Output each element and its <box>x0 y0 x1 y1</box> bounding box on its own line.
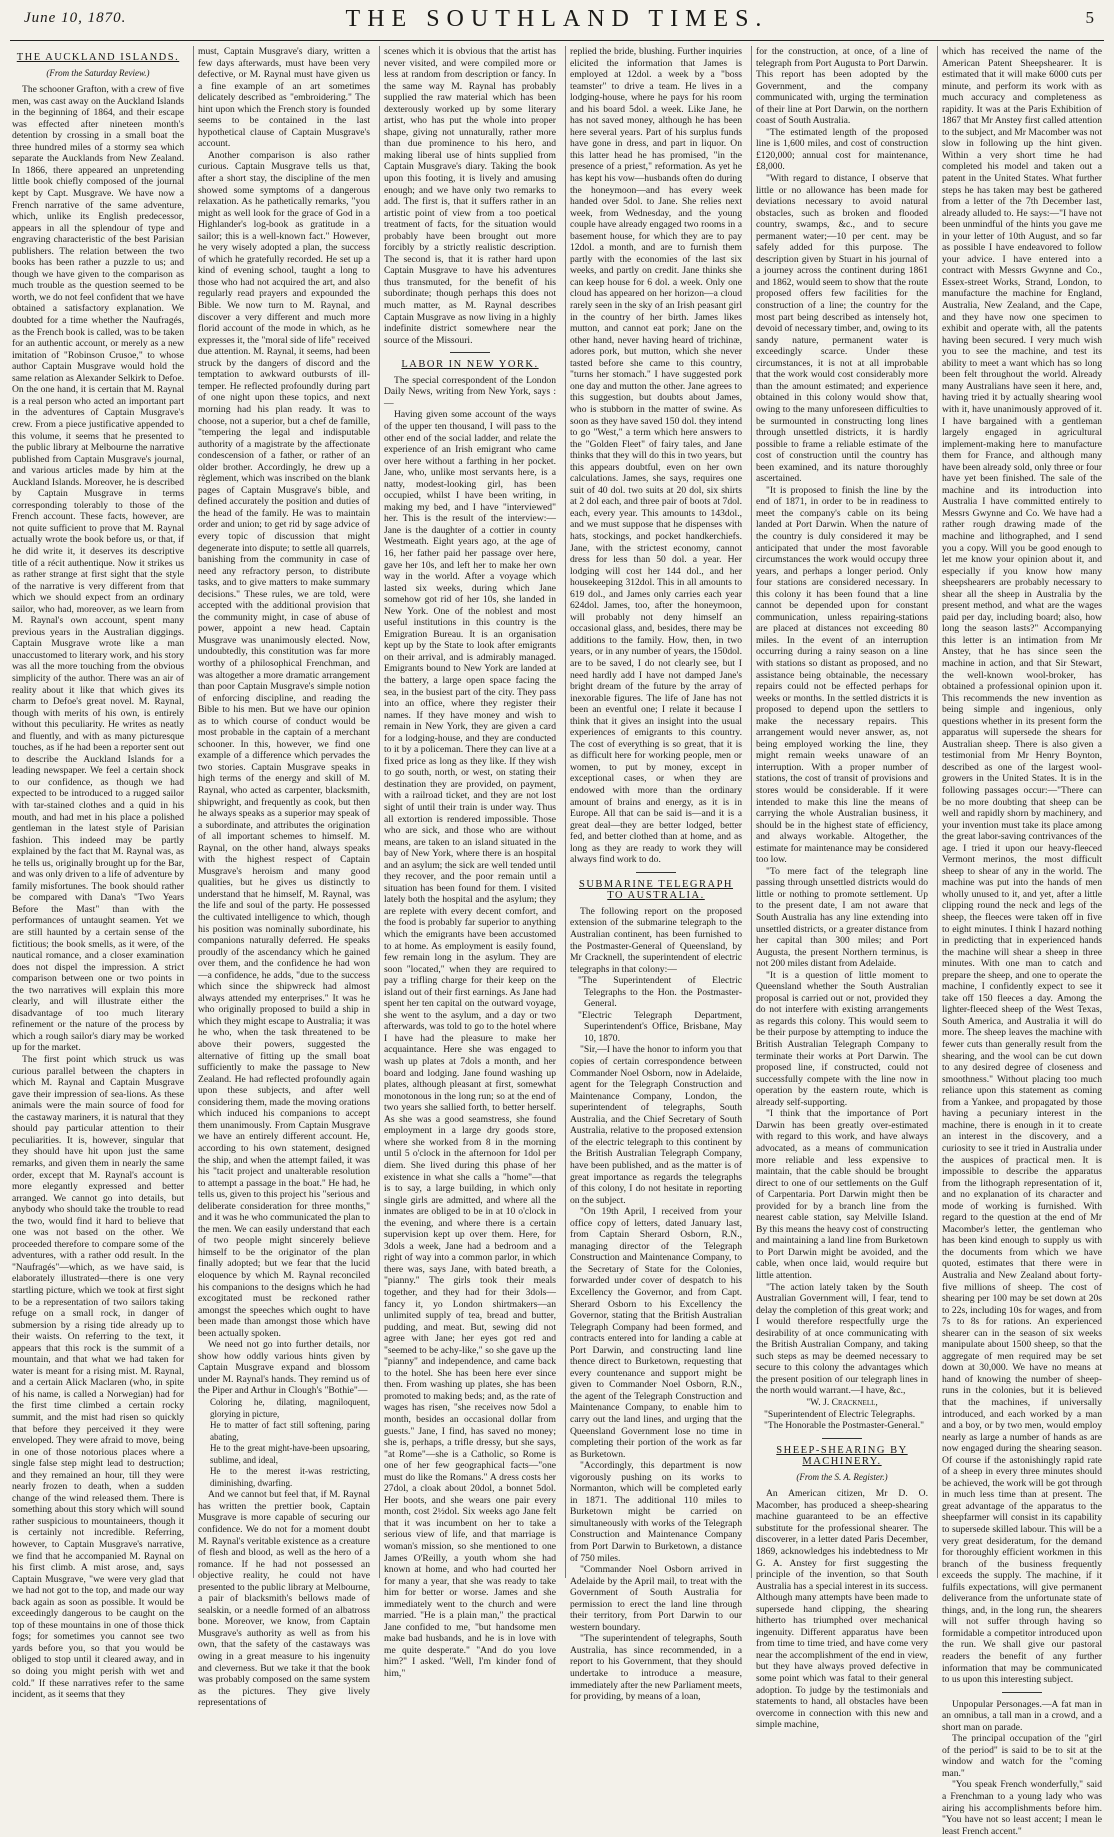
column-3 <box>384 46 556 1680</box>
verse-line: Coloring he, dilating, magniloquent, glorying in picture, <box>210 1396 370 1419</box>
article-paragraph: Another comparison is also rather curious. Captain Musgrave tells us that, after a short stay, the discipline of the men showed some symptoms of a dangerous relaxation. As he pathetically remarks, "you might as well look for the grace of God in a Highlander's log-book as gratitude in a sailor; this is a well-known fact." However, he very wisely adopted a plan, the success of which he gratefully recorded. He set up a kind of evening school, taught a long to those who had not acquired the art, and also regularly read prayers and expounded the Bible. We now turn to M. Raynal, and discover a very different and much more florid account of the mode in which, as he expresses it, the "moral side of life" received due attention. M. Raynal, it seems, had been struck by the dangers of discord and the temptation to awkward outbursts of ill-temper. He reflected profoundly during part of one night upon these topics, and next morning had his plan ready. It was to choose, not a superior, but a chef de famille, "tempering the legal and indisputable authority of a magistrate by the affectionate condescension of a father, or rather of an older brother. Accordingly, he drew up a règlement, which was inscribed on the blank pages of Captain Musgrave's bible, and defined accurately the position and duties of the head of the family. He was to maintain order and union; to get rid by sage advice of every topic of discussion that might degenerate into dispute; to settle all quarrels, banishing from the community in case of need any refractory person, to distribute tasks, and to give matters to make summary decisions." These rules, we are told, were accepted with the additional provision that the community might, in case of abuse of power, appoint a new head. Captain Musgrave was unanimously elected. Now, undoubtedly, this constitution was far more worthy of a philosophical Frenchman, and was altogether a more dramatic arrangement than poor Captain Musgrave's simple notion of enforcing discipline, and reading the Bible to his men. But we have our opinion as to which course of conduct would be most probable in the captain of a merchant schooner. In this, however, we find one example of a difference which pervades the two stories. Captain Musgrave speaks in high terms of the energy and skill of M. Raynal, who acted as carpenter, blacksmith, shipwright, and frequently as cook, but then he always speaks as a superior may speak of a subordinate, and attributes the origination of all important schemes to himself. M. Raynal, on the other hand, always speaks with the highest respect of Captain Musgrave's heroism and many good qualities, but he gives us distinctly to understand that he himself, M. Raynal, was the life and soul of the party. He possessed the cultivated intelligence to which, though his position was nominally subordinate, his companions naturally deferred. He speaks proudly of the ascendancy which he gained over them, and the confidence he had won—a confidence, he adds, "due to the success which since the shipwreck had almost always attended my enterprises." It was he who originally proposed to build a ship in which they might escape to Australia; it was he who, when the task threatened to be above their powers, suggested the alternative of fitting up the small boat sufficiently to make the passage to New Zealand. He had reflected profoundly again upon these subjects, and after well considering them, made the moving orations which induced his companions to accept them unanimously. From Captain Musgrave we have an entirely different account. He, according to his own statement, designed the ship, and when the attempt failed, it was his "tacit project and unalterable resolution to attempt a passage in the boat." He had, he tells us, given to this project his "serious and deliberate consideration for three months," and it was he who communicated the plan to the men. We can easily understand that each of two people might sincerely believe himself to be the originator of the plan finally adopted; but we fear that the lucid eloquence by which M. Raynal reconciled his companions to the designs which he had excogitated must be reckoned rather amongst the speeches which ought to have been made than amongst those which have been actually spoken. <box>198 149 370 1339</box>
article-paragraph: The special correspondent of the London Daily News, writing from New York, says :— <box>384 374 556 409</box>
column-5 <box>756 46 928 1731</box>
article-paragraph: We need not go into further details, nor show how oddly various hints given by Captain Musgrave expand and blossom under M. Raynal's hands. They remind us of the Piper and Arthur in Clough's "Bothie"— <box>198 1339 370 1397</box>
masthead-rule <box>10 40 1104 41</box>
column-divider <box>937 46 938 1578</box>
signature-title: "Superintendent of Electric Telegraphs. <box>764 1408 916 1420</box>
column-divider <box>751 46 752 1578</box>
signature-title: "The Honorable the Postmaster-General." <box>764 1420 925 1432</box>
article-paragraph: which has received the name of the American Patent Sheepshearer. It is estimated that it will make 6000 cuts per minute, and perform its work with as much accuracy and completeness as rapidity. It was at the Paris Exhibition of 1867 that Mr Anstey first called attention to the subject, and Mr Macomber was not slow in following up the hint given. Within a very short time he had completed his model and taken out a patent in the United States. What further steps he has taken may best be gathered from a letter of the 7th December last, already alluded to. He says:—"I have not been unmindful of the hints you gave me in your letter of 10th August, and so far as possible I have endeavored to follow your advice. I have entered into a contract with Messrs Gwynne and Co., Essex-street Works, Strand, London, to manufacture the machine for England, Australia, New Zealand, and the Cape, and they have now one specimen to exhibit and operate with, all the patents having been secured. I very much wish you to see the machine, and test its ability to meet a want which has so long been felt throughout the world. Already many Australians have seen it here, and, having tried it by actually shearing wool with it, have unanimously approved of it. I have bargained with a gentleman largely engaged in agricultural implement-making here to manufacture them for France, and although many have been already sold, only three or four have yet been finished. The sale of the machine and its introduction into Australia I have committed entirely to Messrs Gwynne and Co. We have had a rather rough drawing made of the machine and lithographed, and I send you a copy. Will you be good enough to let me know your opinion about it, and especially if you know how many sheepshearers are probably necessary to shear all the sheep in Australia by the present method, and what are the wages paid per day, including board; also, how long the season lasts?" Accompanying this letter is an intimation from Mr Anstey, that he has since seen the machine in action, and that Sir Stewart, the well-known wool-broker, has obtained a professional opinion upon it. This recommends the new invention as being simple and ingenious, only questions whether in its present form the apparatus will supersede the shears for Australian sheep. There is also given a testimonial from Mr Henry Boynton, described as one of the largest wool-growers in the United States. It is in the following passages occur:—"There can be no more doubting that sheep can be well and rapidly shorn by machinery, and your invention must take its place among the great labor-saving contrivances of the age. I tried it upon our heavy-fleeced Vermont merinos, the most difficult sheep to shear of any in the world. The machine was put into the hands of men wholly unused to it, and yet, after a little clipping round the neck and legs of the sheep, the fleeces were taken off in five to eight minutes. I think I hazard nothing in predicting that in experienced hands the machine will shear a sheep in three minutes. With one man to catch and prepare the sheep, and one to operate the machine, I confidently expect to see it take off 150 fleeces a day. Among the lighter-fleeced sheep of the West Texas, South America, and Australia it will do more. The sheep leaves the machine with fewer cuts than generally result from the shearing, and the wool can be cut down to any desired degree of closeness and smoothness." Without placing too much reliance upon this statement as coming from a Yankee, and propagated by those having a pecuniary interest in the machine, there is enough in it to create an interest in the discovery, and a curiosity to see it tried in Australia under the auspices of practical men. It is impossible to describe the apparatus from the lithograph representation of it, and no explanation of its character and mode of working is furnished. With regard to the question at the end of Mr Macomber's letter, the gentleman who has been kind enough to supply us with the documents from which we have quoted, estimates that there were in Australia and New Zealand about forty-five millions of sheep. The cost of shearing per 100 may be set down at 20s to 22s, including 10s for wages, and from 7s to 8s for rations. An experienced shearer can in the season of six weeks manipulate about 1500 sheep, so that the aggregate of men required may be set down at 30,000. We have no means at hand of knowing the number of sheep-runs in the colonies, but it is believed that the machines, if universally introduced, and each worked by a man and a boy, or by two men, would employ nearly as large a number of hands as are now engaged during the shearing season. Of course if the astonishingly rapid rate of a sheep in every three minutes should be achieved, the work will be got through in much less time than at present. The great advantage of the apparatus to the sheepfarmer will consist in its capability to supersede skilled labour. This will be a very great desideratum, for the demand for thoroughly efficient workmen in this branch of the business frequently exceeds the supply. The machine, if it fulfils expectations, will give permanent deliverance from the unfortunate state of things, and, in the long run, the shearers will not suffer through having so formidable a competitor introduced upon the run. We shall give our pastoral readers the benefit of any further information that may be communicated to us upon this interesting subject. <box>942 46 1102 1686</box>
article-paragraph: "On 19th April, I received from your office copy of letters, dated January last, from Captain Sherard Osborn, R.N., managing director of the Telegraph Construction and Maintenance Company, to the Secretary of State for the Colonies, forwarded under cover of despatch to his Excellency the Governor, and from Capt. Sherard Osborn to his Excellency the Governor, stating that the British Australian Telegraph Company had been formed, and contracts entered into for landing a cable at Port Darwin, and constructing land line thence direct to Burketown, requesting that every countenance and support might be given to Commander Noel Osborn, R.N., the agent of the Telegraph Construction and Maintenance Company, to enable him to carry out the land lines, and urging that the Queensland Government lose no time in completing their portion of the work as far as Burketown. <box>570 1206 742 1460</box>
article-source: (From the S. A. Register.) <box>796 1471 888 1482</box>
article-heading: SUBMARINE TELEGRAPH TO AUSTRALIA. <box>578 878 734 902</box>
article-paragraph: "You speak French wonderfully," said a Frenchman to a young lady who was airing his accomplishments before him. "You have not so least accent; I mean le least French accent." <box>942 1779 1102 1837</box>
article-paragraph: "Accordingly, this department is now vigorously pushing on its works to Normanton, which will be completed early in 1871. The additional 110 miles to Burketown might be carried on simultaneously with works of the Telegraph Construction and Maintenance Company from Port Darwin to Burketown, a distance of 750 miles. <box>570 1460 742 1564</box>
section-rule <box>450 352 490 353</box>
article-paragraph: "Sir,—I have the honor to inform you that copies of certain correspondence between Commander Noel Osborn, now in Adelaide, agent for the Telegraph Construction and Maintenance Company, London, the superintendent of telegraphs, South Australia, and the Chief Secretary of South Australia, relative to the proposed extension of the electric telegraph to this continent by the British Australian Telegraph Company, have been published, and as the matter is of great importance as regards the telegraphs of this colony, I do not hesitate in reporting on the subject. <box>570 1044 742 1206</box>
column-divider <box>565 46 566 1578</box>
verse-line: He to the merest it-was restricting, diminishing, dwarfing. <box>210 1466 370 1488</box>
article-paragraph: "It is proposed to finish the line by the end of 1871, in order to be in readiness to meet the company's cable on its being landed at Port Darwin. When the nature of the country is duly considered it may be anticipated that under the most favorable circumstances the work would occupy three years, and perhaps a longer period. Only four stations are considered necessary. In this colony it has been found that a line cannot be depended upon for constant communication, unless repairing-stations are placed at distances not exceeding 80 miles. In the event of an interruption occurring during a rainy season on a line with stations so distant as proposed, and no assistance being obtainable, the necessary repairs could not be effected perhaps for weeks or months. In the settled districts it is proposed to depend upon the settlers to make the necessary repairs. This arrangement would never answer, as, not being employed working the line, they might remain weeks unaware of an interruption. With a proper number of stations, the cost of transit of provisions and stores would be considerable. If it were intended to make this line the means of carrying the whole Australian business, it should be in the highest state of efficiency, and always workable. Altogether, the estimate for maintenance may be considered too low. <box>756 484 928 866</box>
columns <box>12 46 1104 1837</box>
column-divider <box>193 46 194 1578</box>
masthead <box>8 4 1106 44</box>
column-2 <box>198 46 370 1709</box>
column-1 <box>12 46 184 1701</box>
article-paragraph: "The superintendent of telegraphs, South Australia, has since recommended, in a report to his Government, that they should undertake to introduce a measure, immediately after the new Parliament meets, for providing, by means of a loan, <box>570 1633 742 1703</box>
article-paragraph: replied the bride, blushing. Further inquiries elicited the information that James is employed at 12dol. a week by a "boss teamster" to drive a team. He lives in a lodging-house, where he pays for his room and his board 5dol. a week. Like Jane, he has not saved money, although he has been here several years. Part of his surplus funds have gone in dress, and part in liquor. On this latter head he has promised, "in the presence of a priest," reformation. As yet he has kept his vow—husbands often do during the honeymoon—and has every week handed over 5dol. to Jane. She relies next week, from Wednesday, and the young couple have already engaged two rooms in a basement house, for which they are to pay 12dol. a month, and are to furnish them partly with the economies of the last six weeks, and partly on credit. Jane thinks she can keep house for 6 dol. a week. Only one cloud has appeared on her horizon—a cloud rarely seen in the sky of an Irish peasant girl in the country of her birth. James likes mutton, and cannot eat pork; Jane on the other hand, never having heard of trichinæ, adores pork, but mutton, which she never tasted before she came to this country, "turns her stomach." I have suggested pork one day and mutton the other. Jane agrees to this suggestion, but doubts about James, who is stubborn in the matter of swine. As soon as they have saved 150 dol. they intend to go "West," a term which here answers to the "Golden Fleet" of fairy tales, and Jane thinks that they will do this in two years, but this appears doubtful, even on her own calculations. James, she says, requires one suit of 40 dol. two suits at 20 dol, six shirts at 2 dol each, and three pair of boots at 7dol. each, every year. This amounts to 143dol., and we must suppose that he dispenses with hats, stockings, and pocket handkerchiefs. Jane, with the strictest economy, cannot dress for less than 50 dol. a year. Her lodging will cost her 144 dol., and her housekeeping 312dol. This in all amounts to 619 dol., and James only carries each year 624dol. James, too, after the honeymoon, will probably not deny himself an occasional glass, and, besides, there may be additions to the family. How, then, in two years, or in any number of years, the 150dol. are to be saved, I do not clearly see, but I need hardly add I have not damped Jane's bright dream of the future by the array of inexorable figures. The life of Jane has not been an eventful one; I relate it because I think that it gives an insight into the usual experiences of emigrants to this country. The cost of everything is so great, that it is as difficult here for working people, men or women, to put by money, except in exceptional cases, or when they are endowed with more than the ordinary amount of brains and energy, as it is in Europe. All that can be said is—and it is a great deal—they are better lodged, better fed, and better clothed than at home, and as long as they are ready to work they will always find work to do. <box>570 46 742 866</box>
letter-address: "Electric Telegraph Department, Superintendent's Office, Brisbane, May 10, 1870. <box>578 1009 742 1044</box>
article-paragraph: An American citizen, Mr D. O. Macomber, has produced a sheep-shearing machine guaranteed to be an effective substitute for the professional shearer. The discoverer, in a letter dated Paris December, 1869, acknowledges his indebtedness to Mr G. A. Anstey for first suggesting the principle of the invention, so that South Australia has a special interest in its success. Although many attempts have been made to supersede hand clipping, the shearing hitherto has triumphed over mechanical ingenuity. Different apparatus have been from time to time tried, and have come very near the accomplishment of the end in view, but they have always proved defective in some point which was fatal to their general adoption. To judge by the testimonials and statements to hand, all obstacles have been overcome in connection with this new and simple machine, <box>756 1488 928 1731</box>
article-paragraph: The following report on the proposed extension of the submarine telegraph to the Australian continent, has been furnished to the Postmaster-General of Queensland, by Mr Cracknell, the superintendent of electric telegraphs in that colony:— <box>570 905 742 975</box>
letter-signature: "W. J. Cracknell, <box>806 1396 878 1408</box>
article-paragraph: scenes which it is obvious that the artist has never visited, and were compiled more or less at random from description or fancy. In the same way M. Raynal has probably supplied the raw material which has been dexterously worked up by some literary artist, who has put the whole into proper shape, giving not unnaturally, rather more than due prominence to his hero, and making liberal use of hints supplied from Captain Musgrave's diary. Taking the book upon this footing, it is lively and amusing enough; and we have only two remarks to add. The first is, that it suffers rather in an artistic point of view from a too poetical treatment of facts, for the situation would probably have been brought out more forcibly by a strictly realistic description. The second is, that it is rather hard upon Captain Musgrave to have his adventures thus transmuted, for the benefit of his subordinate; though perhaps this does not much matter, as M. Raynal describes Captain Musgrave as now living in a highly indefinite district somewhere near the source of the Missouri. <box>384 46 556 346</box>
column-divider <box>379 46 380 1578</box>
article-paragraph: "To mere fact of the telegraph line passing through unsettled districts would do little or nothing to promote settlement. Up to the present date, I am not aware that South Australia has any line extending into unsettled districts, or a greater distance from her capital than 300 miles; and Port Augusta, the present Northern terminus, is not 200 miles distant from Adelaide. <box>756 865 928 970</box>
article-paragraph: for the construction, at once, of a line of telegraph from Port Augusta to Port Darwin. This report has been adopted by the Government, and the company communicated with, urging the termination of their line at Port Darwin, on the northern coast of South Australia. <box>756 46 928 127</box>
verse-line: He to matter of fact still softening, paring abating, <box>210 1420 370 1442</box>
issue-date: June 10, 1870. <box>24 10 127 26</box>
article-heading: SHEEP-SHEARING BY MACHINERY. <box>776 1444 908 1468</box>
article-paragraph: The first point which struck us was curious parallel between the chapters in which M. Raynal and Captain Musgrave gave their impression of sea-lions. As these animals were the main source of food for the castaway mariners, it is natural that they should pay particular attention to their peculiarities. It is, however, singular that they should have hit upon just the same remarks, and given them in nearly the same order, except that M. Raynal's account is more elegantly expressed and better arranged. We cannot go into details, but anybody who should take the trouble to read the two, would find it hard to believe that one was not based on the other. We proceeded therefore to compare some of the adventures, with a rather odd result. In the "Naufragés"—which, as we have said, is elaborately illustrated—there is one very startling picture, which we took at first sight to be a representation of two sailors taking refuge on a small rock, in danger of submersion by a rising tide already up to their waists. On referring to the text, it appears that this rock is the summit of a mountain, and that what we had taken for water is meant for a rising mist. M. Raynal, and a certain Alick Maclaren (who, in spite of his name, is called a Norwegian) had for the first time climbed a certain rocky summit, and the mist had risen so quickly that before they perceived it they were enveloped. They were afraid to move, being in one of those notorious places where a single false step might lead to destruction; and they remained an hour, till they were nearly frozen to death, when a sudden change of the wind released them. There is something about this story which will sound rather suspicious to mountaineers, though it is certainly not incredible. Referring, however, to Captain Musgrave's narrative, we find that he accompanied M. Raynal on his first climb. A mist arose, and, says Captain Musgrave, "we were very glad that we had not got to the top, and made our way back again as soon as possible. It would be exceedingly dangerous to be caught on the top of these mountains in one of those thick fogs; for sometimes you cannot see two yards before you, so that you would be obliged to stop until it cleared away, and in so doing you might perish with wet and cold." If these narratives refer to the same incident, as it seems that they <box>12 1054 184 1701</box>
article-paragraph: "Commander Noel Osborn arrived in Adelaide by the April mail, to treat with the Government of South Australia for permission to erect the land line through their territory, from Port Darwin to our western boundary. <box>570 1564 742 1633</box>
article-paragraph: "With regard to distance, I observe that little or no allowance has been made for deviations necessary to avoid natural obstacles, such as broken and flooded country, swamps, &c., and to secure permanent water;—10 per cent. may be safely added for this purpose. The description given by Stuart in his journal of a journey across the continent during 1861 and 1862, would seem to show that the route proposed offers few facilities for the construction of a line; the country for the most part being described as intensely hot, devoid of necessary timber, and, owing to its sandy nature, permanent water is exceedingly scarce. Under these circumstances, it is not at all improbable that the work would cost considerably more than the amount estimated; and experience obtained in this colony would show that, owing to the many unforeseen difficulties to be surmounted in constructing long lines through unsettled districts, it is hardly possible to frame a reliable estimate of the cost of construction until the country has been examined, and its nature thoroughly ascertained. <box>756 173 928 485</box>
article-paragraph: "The action lately taken by the South Australian Government will, I fear, tend to delay the completion of this great work; and I would therefore respectfully urge the desirability of at once communicating with the British Australian Company, and taking such steps as may be deemed necessary to secure to this colony the advantages which the present position of our telegraph lines in the north would warrant.—I have, &c., <box>756 1281 928 1397</box>
article-paragraph: "The estimated length of the proposed line is 1,600 miles, and cost of construction £120,000; annual cost for maintenance, £8,000. <box>756 126 928 173</box>
article-heading: THE AUCKLAND ISLANDS. <box>16 52 180 63</box>
article-paragraph: The schooner Grafton, with a crew of five men, was cast away on the Auckland Islands in the beginning of 1864, and their escape was effected after nineteen month's detention by crossing in a small boat the three hundred miles of a stormy sea which separate the Aucklands from New Zealand. In 1866, there appeared an unpretending little book chiefly composed of the journal kept by Capt. Musgrave. We have now a French narrative of the same adventure, which, unlike its English predecessor, appears in all the splendour of type and engraving characteristic of the best Parisian publishers. The relation between the two books has been rather a puzzle to us; and though we have given to the comparison as much trouble as the question seemed to be worth, we do not feel confident that we have obtained a satisfactory explanation. We doubted for a time whether the Naufragés, as the French book is called, was to be taken for an authentic account, or merely as a new imitation of "Robinson Crusoe," to whose author Captain Musgrave would hold the same relation as Alexander Selkirk to Defoe. On the one hand, it is certain that M. Raynal is a real person who acted an important part in the adventures of Captain Musgrave's crew. From a piece justificative appended to this volume, it seems that he presented to the public library at Melbourne the narrative published from Captain Musgrave's journal, and various articles made by him at the Auckland Islands. Moreover, he is described by Captain Musgrave in terms corresponding tolerably to those of the French account. These facts, however, are not quite sufficient to prove that M. Raynal actually wrote the book before us, or that, if he did write it, it deserves its descriptive title of a récit authentique. Now it strikes us as rather strange at first sight that the style of the narrative is very different from that which we should expect from an ordinary sailor, who had, moreover, as we learn from M. Raynal's own account, spent many previous years in the Australian diggings. Captain Musgrave wrote like a man unaccustomed to literary work, and his story was all the more touching from the obvious simplicity of the author. There was an air of reality about it like that which gives its charm to Defoe's great novel. M. Raynal, though with merits of his own, is entirely without this peculiarity. He writes as neatly and fluently, and with as many picturesque touches, as if he had been a reporter sent out to describe the Auckland Islands for a leading newspaper. We feel a certain shock to our confidence, as though we had expected to be introduced to a rugged sailor with tar-stained clothes and a quid in his mouth, and had met in his place a polished gentleman in the latest style of Parisian fashion. This indeed may be partly explained by the fact that M. Raynal was, as he tells us, originally brought up for the Bar, and was only driven to a life of adventure by family misfortunes. The book should rather be compared with Dana's "Two Years Before the Mast" than with the performances of untaught seamen. Yet we are still haunted by a certain sense of the fictitious; the book smells, as it were, of the nautical romance, and a closer examination does not dispel the impression. A strict comparison between one or two points in the two narratives will explain this more clearly, and will illustrate either the disadvantage of too much literary refinement or the nature of the process by which a rough sailor's diary may be worked up for the market. <box>12 84 184 1054</box>
article-paragraph: Unpopular Personages.—A fat man in an omnibus, a tall man in a crowd, and a short man on parade. <box>942 1698 1102 1733</box>
verse-line: He to the great might-have-been upsoaring, sublime, and ideal, <box>210 1443 370 1465</box>
page-number: 5 <box>1085 8 1094 27</box>
article-source: (From the Saturday Review.) <box>46 67 150 78</box>
article-heading: LABOR IN NEW YORK. <box>401 359 539 371</box>
newspaper-title: THE SOUTHLAND TIMES. <box>345 6 769 32</box>
article-paragraph: "It is a question of little moment to Queensland whether the South Australian proposal is carried out or not, provided they do not interfere with existing arrangements as regards this colony. This would seem to be their purpose by attempting to induce the British Australian Telegraph Company to terminate their works at Port Darwin. The proposed line, if constructed, could not successfully compete with the line now in operation by the eastern route, which is already self-supporting. <box>756 969 928 1108</box>
section-rule <box>636 872 676 873</box>
column-4 <box>570 46 742 1703</box>
section-rule <box>1002 1692 1042 1693</box>
section-rule <box>822 1438 862 1439</box>
column-6 <box>942 46 1102 1837</box>
article-paragraph: must, Captain Musgrave's diary, written a few days afterwards, must have been very defective, or M. Raynal must have given us a fine example of an art sometimes delicately described as "embroidering." The hint upon which the French story is founded seems to be contained in the last hypothetical clause of Captain Musgrave's account. <box>198 46 370 150</box>
letter-address: "The Superintendent of Electric Telegraphs to the Hon. the Postmaster-General. <box>578 975 742 1010</box>
article-paragraph: Having given some account of the ways of the upper ten thousand, I will pass to the other end of the social ladder, and relate the experience of an Irish emigrant who came over here without a farthing in her pocket. Jane, who, unlike most servants here, is a natty, modest-looking girl, has been occupied, whilst I have been writing, in making my bed, and I have "interviewed" her. This is the result of the interview:—Jane is the daughter of a cottier in county Westmeath. Eight years ago, at the age of 16, her father paid her passage over here, gave her 10s, and left her to make her own way in the world. After a voyage which lasted six weeks, during which Jane somehow got rid of her 10s, she landed in New York. One of the noblest and most useful institutions in this country is the Emigration Bureau. It is an organisation kept up by the State to look after emigrants on their arrival, and is admirably managed. Emigrants bound to New York are landed at the battery, a large open space facing the sea, in the busiest part of the city. They pass into an office, where they register their names. If they have money and wish to remain in New York, they are given a card for a lodging-house, and they are conducted to it by a policeman. There they can live at a fixed price as long as they like. If they wish to go south, north, or west, on stating their destination they are provided, on payment, with a railroad ticket, and they are not lost sight of until their train is under way. Thus all extortion is rendered impossible. Those who are sick, and those who are without means, are taken to an island situated in the bay of New York, where there is an hospital and an asylum; the sick are well tended until they recover, and the poor remain until a situation has been found for them. I visited lately both the hospital and the asylum; they are replete with every decent comfort, and the food is probably far superior to anything which the emigrants have been accustomed to at home. As employment is easily found, few remain long in the asylum. They are soon "located," when they are required to pay a trifling charge for their keep on the island out of their first earnings. As Jane had spent her ten capital on the outward voyage, she went to the asylum, and a day or two afterwards, was told to go to the hotel where I have had the pleasure to make her acquaintance. Here she was engaged to wash up plates at 7dols a month, and her board and lodging. Jane found washing up plates, although pleasant at first, somewhat monotonous in the long run; so at the end of two years she sallied forth, to better herself. As she was a good seamstress, she found employment in a large dry goods store, where she worked from 8 in the morning until 5 o'clock in the afternoon for 1dol per diem. She lived during this phase of her existence in what she calls a "home"—that is to say, a large building, in which only single girls are admitted, and where all the inmates are obliged to be in at 10 o'clock in the evening, and where there is a certain supervision kept up over them. Here, for 3dols a week, Jane had a bedroom and a right of way into a common parlor, in which there was, says Jane, with bated breath, a "pianny." The girls took their meals together, and they had for their 3dols—fancy it, yo London shirtmakers—an unlimited supply of tea, bread and butter, pudding, and meat. But, sewing did not agree with Jane; her eyes got red and "seemed to be achy-like," so she gave up the "pianny" and independence, and came back to the hotel. She has been here ever since then. From washing up plates, she has been promoted to making beds; and, as the rate of wages has risen, "she receives now 5dol a month, besides an occasional dollar from guests." Jane, I find, has saved no money; she is, perhaps, a trifle dressy, but she says, "at Rome"—she is a Catholic, so Rome is one of her few geographical facts—"one must do like the Romans." A dress costs her 27dol, a cloak about 20dol, a bonnet 5dol. Her boots, and she wears one pair every month, cost 2½dol. Six weeks ago Jane felt that it was incumbent on her to take a serious view of life, and that marriage is woman's mission, so she mentioned to one James O'Reilly, a youth whom she had known at home, and who had courted her for many a year, that she was ready to take him for better or worse. James and she immediately went to the church and were married. "He is a plain man," the practical Jane confided to me, "but handsome men make bad husbands, and he is in love with me quite desperate." "And do you love him?" I asked. "Well, I'm kinder fond of him," <box>384 409 556 1680</box>
article-paragraph: The principal occupation of the "girl of the period" is said to be to sit at the window and watch for the "coming man." <box>942 1733 1102 1779</box>
article-paragraph: "I think that the importance of Port Darwin has been greatly over-estimated with regard to this work, and have always advocated, as a means of communication more reliable and less expensive to maintain, that the cable should be brought direct to one of our settlements on the Gulf of Carpentaria. Port Darwin might then be provided for by a branch line from the nearest cable station, say Melville Island. By this means the heavy cost of constructing and maintaining a land line from Burketown to Port Darwin might be avoided, and the cable, when once laid, would require but little attention. <box>756 1108 928 1281</box>
article-paragraph: And we cannot but feel that, if M. Raynal has written the prettier book, Captain Musgrave is more capable of securing our confidence. We do not for a moment doubt M. Raynal's veritable existence as a creature of flesh and blood, as well as the hero of a romance. If he had not possessed an objective reality, he could not have presented to the public library at Melbourne, a pair of blacksmith's bellows made of sealskin, or a needle formed of an albatross bone. Moreover, we know, from Captain Musgrave's authority as well as from his own, that the safety of the castaways was owing in a great measure to his ingenuity and cleverness. But we take it that the book was probably composed on the same system as the pictures. They give lively representations of <box>198 1489 370 1709</box>
